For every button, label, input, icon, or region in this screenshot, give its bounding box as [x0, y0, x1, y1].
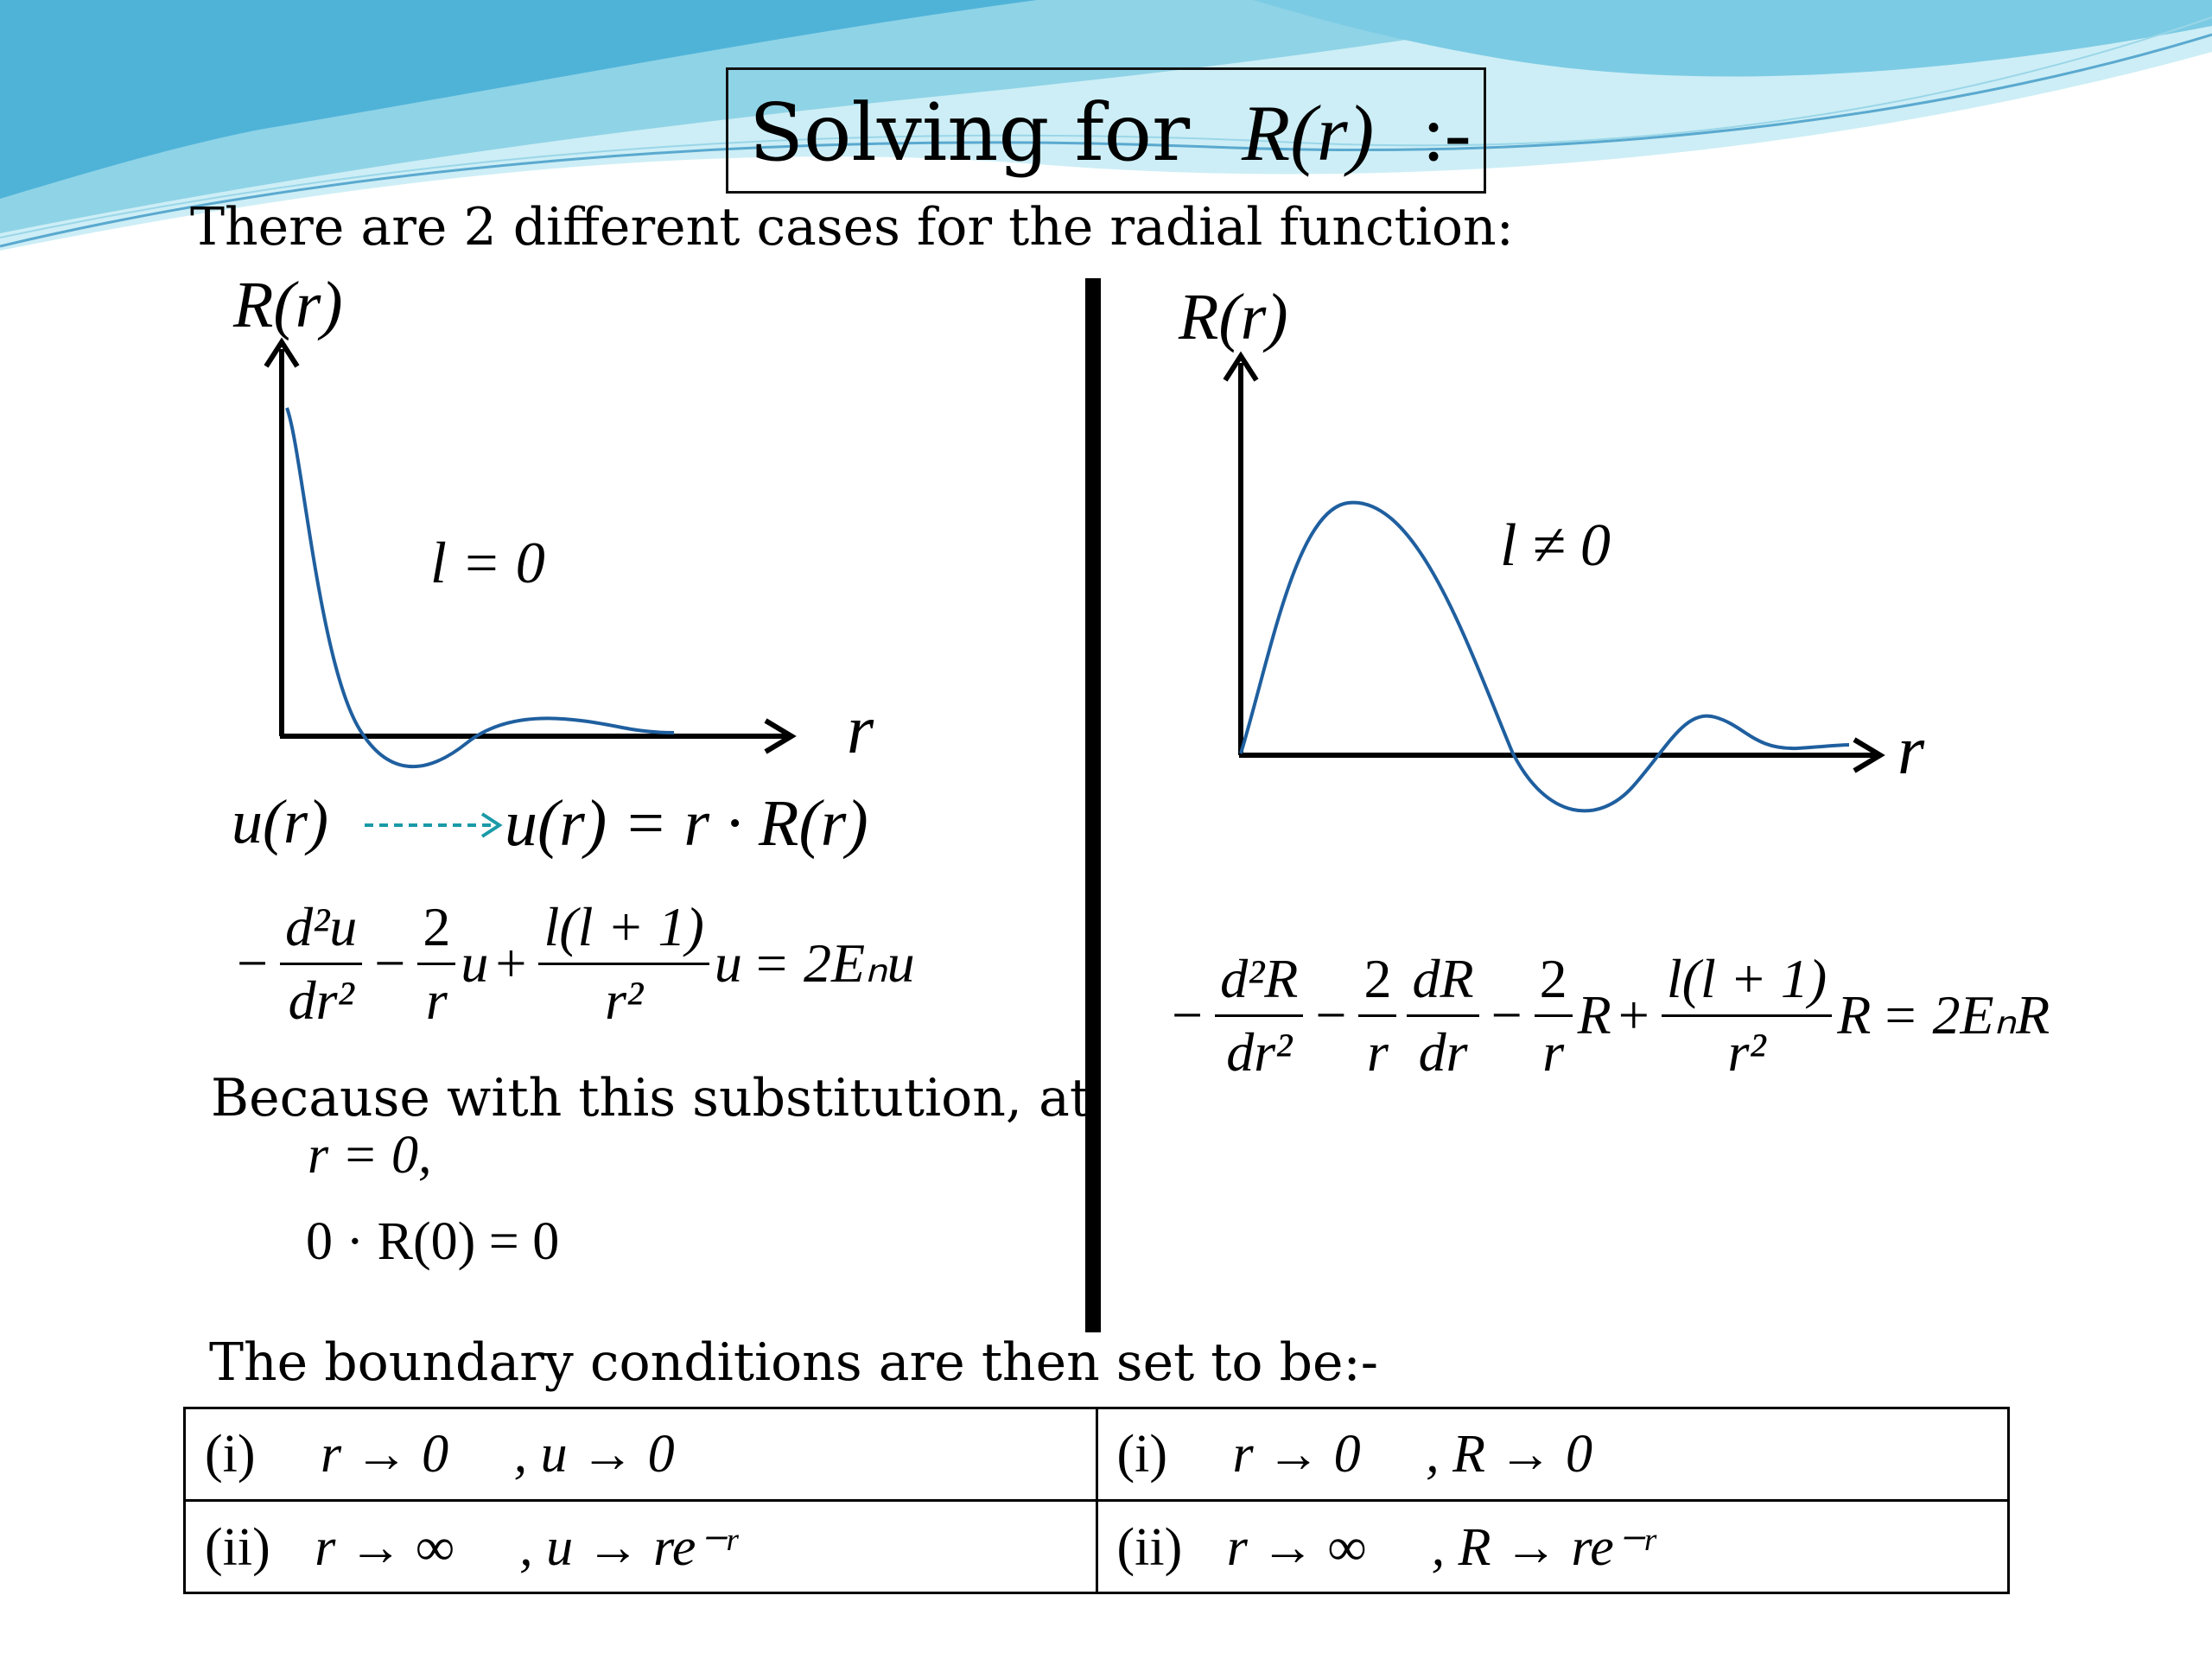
left-eq-t2-num: 2	[423, 896, 451, 957]
right-eq-term3	[1535, 947, 1573, 1084]
left-eq-term1	[280, 895, 362, 1032]
eq-minus: −	[374, 932, 406, 995]
left-y-axis-label: R(r)	[233, 269, 343, 341]
eq-minus: −	[1491, 984, 1522, 1046]
right-eq-t3-den: r	[1542, 1020, 1565, 1083]
left-eq-term3	[538, 895, 709, 1032]
right-eq-t2-num: 2	[1363, 948, 1392, 1009]
left-eq-term2	[417, 895, 455, 1032]
right-case-label: l ≠ 0	[1500, 512, 1611, 579]
row-number: (i)	[1116, 1424, 1168, 1484]
left-eq-t3-den: r²	[605, 969, 644, 1031]
right-y-axis-label: R(r)	[1179, 281, 1288, 353]
left-eq-t1-num: d²u	[285, 896, 358, 957]
right-eq-t2b-num: dR	[1412, 948, 1474, 1009]
right-eq-t2-den: r	[1367, 1020, 1389, 1083]
condition-result: , u → 0	[513, 1424, 675, 1484]
reason-condition: r = 0,	[308, 1126, 432, 1185]
row-number: (i)	[205, 1424, 256, 1484]
right-radial-curve	[1241, 503, 1849, 811]
boundary-conditions-table	[183, 1407, 2010, 1594]
right-eq-rhs: = 2EₙR	[1881, 984, 2050, 1046]
row-number: (ii)	[205, 1518, 270, 1577]
title-suffix: :-	[1422, 89, 1471, 177]
left-eq-t2-var: u	[461, 932, 489, 995]
title-text: Solving for	[749, 86, 1191, 179]
right-eq-t1-num: d²R	[1220, 948, 1299, 1009]
eq-plus: +	[1618, 984, 1649, 1046]
table-cell-left	[185, 1408, 1097, 1501]
left-x-axis-label: r	[847, 692, 874, 768]
eq-minus: −	[237, 932, 269, 995]
condition-r: r → ∞	[1226, 1518, 1367, 1577]
left-radial-equation	[230, 895, 915, 1032]
title-variable: R(r)	[1242, 89, 1375, 177]
substitution-from: u(r)	[232, 787, 328, 856]
table-cell-right	[1096, 1408, 2009, 1501]
intro-text: There are 2 different cases for the radial function:	[190, 197, 1514, 257]
right-eq-term2b	[1407, 947, 1478, 1084]
right-eq-term2	[1358, 947, 1396, 1084]
condition-r: r → ∞	[315, 1518, 454, 1577]
substitution-arrow	[361, 804, 508, 847]
eq-minus: −	[1315, 984, 1347, 1046]
right-eq-t4-var: R	[1837, 984, 1872, 1046]
left-eq-t3-var: u	[714, 932, 742, 995]
eq-plus: +	[495, 932, 527, 995]
left-case-label: l = 0	[430, 530, 545, 595]
left-eq-t2-den: r	[425, 969, 448, 1031]
left-eq-t1-den: dr²	[288, 969, 354, 1031]
condition-result: , R → re⁻ʳ	[1431, 1518, 1655, 1577]
condition-r: r → 0	[1232, 1424, 1361, 1484]
condition-result: , R → 0	[1426, 1424, 1593, 1484]
table-row	[185, 1408, 2009, 1501]
right-eq-t3-var: R	[1577, 984, 1611, 1046]
left-eq-t3-num: l(l + 1)	[543, 896, 704, 957]
right-eq-term4	[1662, 947, 1832, 1084]
substitution-to: u(r) = r · R(r)	[505, 787, 868, 860]
right-eq-t2b-den: dr	[1418, 1020, 1468, 1083]
reason-text: Because with this substitution, at	[211, 1068, 1090, 1128]
table-row	[185, 1501, 2009, 1593]
reason-result: 0 · R(0) = 0	[306, 1212, 560, 1271]
condition-r: r → 0	[321, 1424, 449, 1484]
right-eq-t4-den: r²	[1727, 1020, 1766, 1083]
right-eq-t1-den: dr²	[1226, 1020, 1293, 1083]
right-radial-equation	[1165, 947, 2050, 1084]
eq-minus: −	[1172, 984, 1204, 1046]
condition-result: , u → re⁻ʳ	[519, 1518, 736, 1577]
right-eq-term1	[1215, 947, 1303, 1084]
table-cell-left	[185, 1501, 1097, 1593]
row-number: (ii)	[1116, 1518, 1183, 1577]
right-x-axis-label: r	[1897, 713, 1925, 789]
boundary-heading: The boundary conditions are then set to be:-	[209, 1332, 1378, 1393]
table-cell-right	[1096, 1501, 2009, 1593]
right-eq-t4-num: l(l + 1)	[1666, 948, 1827, 1009]
left-eq-rhs: = 2Eₙu	[752, 932, 915, 995]
right-eq-t3-num: 2	[1539, 948, 1567, 1009]
